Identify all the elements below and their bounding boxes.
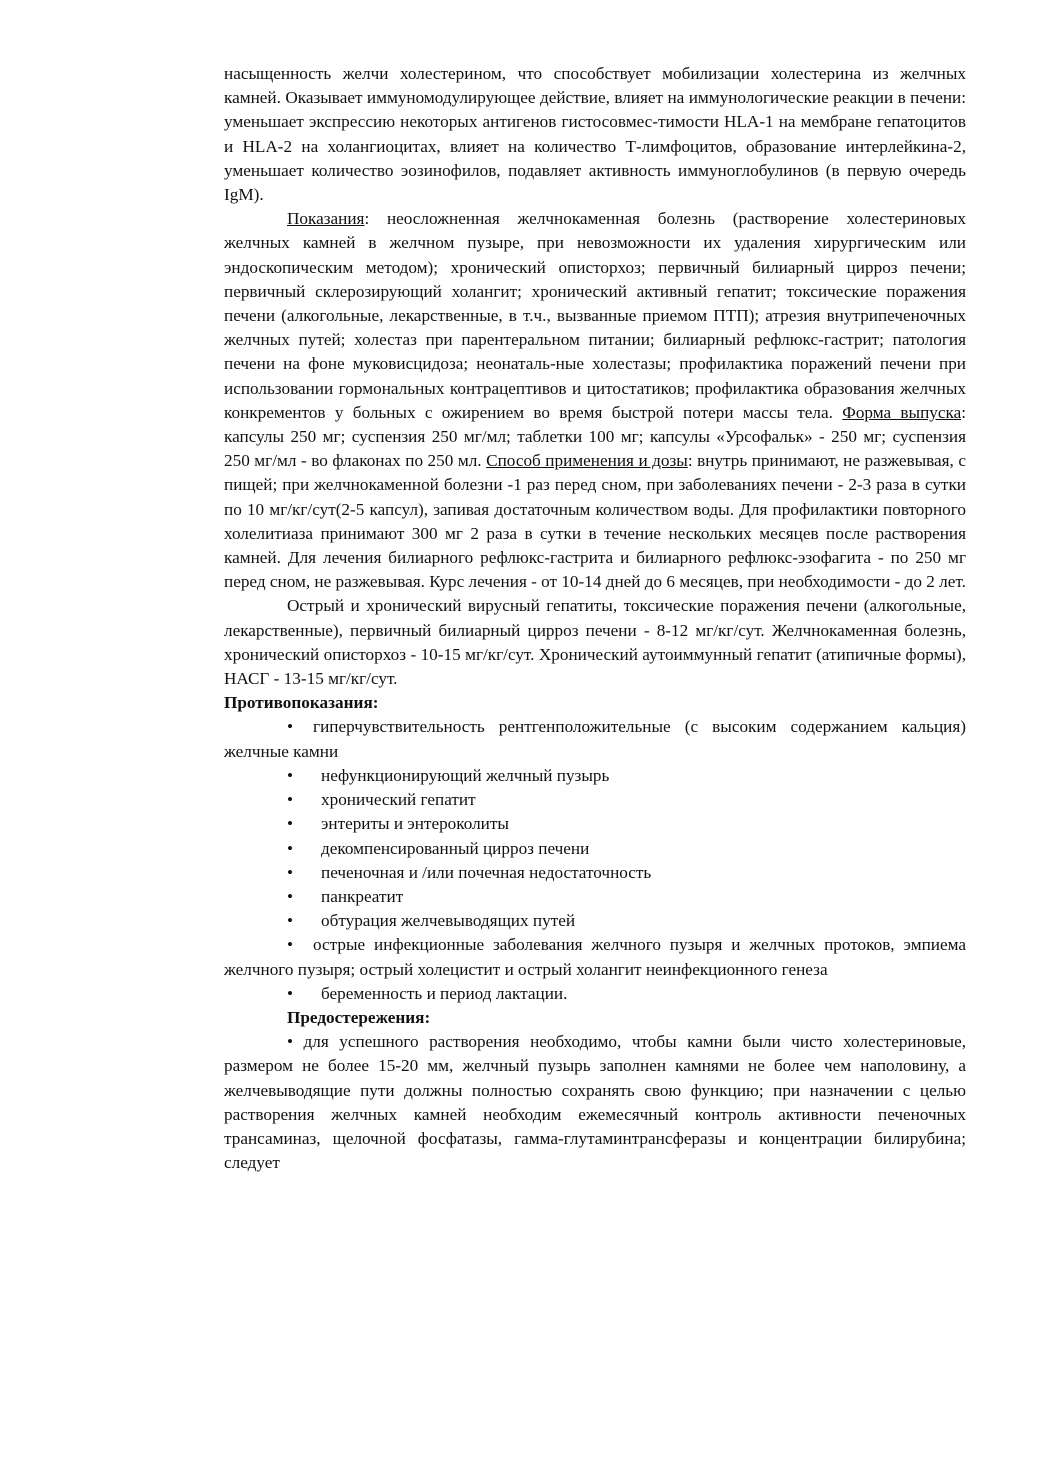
- dosing-paragraph: Острый и хронический вирусный гепатиты, токсические поражения печени (алкогольные, лекарственные), первичный билиарный цирроз печени - 8-12 мг/кг/сут. Желчнокаменная болезнь, хронический описторхоз - 10-15 мг/кг/сут. Хронический аутоиммунный гепатит (атипичные формы), НАСГ - 13-15 мг/кг/сут.: [224, 596, 966, 689]
- indications-text: : неосложненная желчнокаменная болезнь (растворение холестериновых желчных камней в желчном пузыре, при невозможности их удаления хирургическим или эндоскопическим методом); хронический описторхоз; первичный билиарный цирроз печени; первичный склерозирующий холангит; хронический активный гепатит; токсические поражения печени (алкогольные, лекарственные, в т.ч., вызванные приемом ПТП); атрезия внутрипеченочных желчных путей; холестаз при парентеральном питании; билиарный рефлюкс-гастрит; патология печени на фоне муковисцидоза; неонаталь-ные холестазы; профилактика поражений печени при использовании гормональных контрацептивов и цитостатиков; профилактика образования желчных конкрементов у больных с ожирением во время быстрой потери массы тела.: [224, 209, 966, 422]
- bullet-icon: •: [287, 911, 294, 931]
- bullet-icon: •: [287, 886, 294, 906]
- contraindications-heading: Противопоказания:: [224, 693, 379, 713]
- bullet-icon: •: [287, 717, 294, 737]
- contraindication-item: • печеночная и /или почечная недостаточность: [224, 861, 966, 885]
- contraindication-item-last: • беременность и период лактации.: [224, 982, 966, 1006]
- dose-text: : внутрь принимают, не разжевывая, с пищей; при желчнокаменной болезни -1 раз перед сном, при заболеваниях печени - 2-3 раза в сутки по 10 мг/кг/сут(2-5 капсул), запивая достаточным количеством воды. Для профилактики повторного холелитиаза принимают 300 мг 2 раза в сутки в течение нескольких месяцев после растворения камней. Для лечения билиарного рефлюкс-гастрита и билиарного рефлюкс-эзофагита - по 250 мг перед сном, не разжевывая. Курс лечения - от 10-14 дней до 6 месяцев, при необходимости - до 2 лет.: [224, 451, 967, 592]
- contraindication-item-first: [224, 715, 966, 763]
- bullet-icon: •: [287, 862, 294, 882]
- contraindication-item: • декомпенсированный цирроз печени: [224, 837, 966, 861]
- indications-paragraph: [224, 207, 966, 594]
- contraindication-item: • панкреатит: [224, 885, 966, 909]
- bullet-icon: •: [287, 814, 294, 834]
- indications-label: Показания: [287, 209, 365, 229]
- bullet-icon: •: [287, 765, 294, 785]
- document-page: [224, 62, 966, 1175]
- intro-paragraph: насыщенность желчи холестерином, что способствует мобилизации холестерина из желчных камней. Оказывает иммуномодулирующее действие, влияет на иммунологические реакции в печени: уменьшает экспрессию некоторых антигенов гистосовмес-тимости HLA-1 на мембране гепатоцитов и HLA-2 на холангиоцитах, влияет на количество Т-лимфоцитов, образование интерлейкина-2, уменьшает количество эозинофилов, подавляет активность иммуноглобулинов (в первую очередь IgM).: [224, 64, 966, 205]
- form-label: Форма выпуска: [842, 402, 962, 422]
- bullet-icon: •: [287, 935, 294, 955]
- contraindication-text: гиперчувствительность рентгенположительные (с высоким содержанием кальция) желчные камни: [224, 717, 966, 761]
- contraindication-item: • хронический гепатит: [224, 788, 966, 812]
- contraindication-item: • энтериты и энтероколиты: [224, 812, 966, 836]
- precautions-paragraph: • для успешного растворения необходимо, чтобы камни были чисто холестериновые, размером не более 15-20 мм, желчный пузырь заполнен камнями не более чем наполовину, а желчевыводящие пути должны полностью сохранять свою функцию; при назначении с целью растворения желчных камней необходим ежемесячный контроль активности печеночных трансаминаз, щелочной фосфатазы, гамма-глутаминтрансферазы и концентрации билирубина; следует: [224, 1032, 966, 1173]
- bullet-icon: •: [287, 983, 294, 1003]
- bullet-icon: •: [287, 790, 294, 810]
- dose-label: Способ применения и дозы: [486, 451, 688, 471]
- bullet-icon: •: [287, 838, 294, 858]
- contraindication-item: • обтурация желчевыводящих путей: [224, 909, 966, 933]
- contraindication-item: • нефункционирующий желчный пузырь: [224, 764, 966, 788]
- contraindications-list: [224, 764, 966, 933]
- contraindication-item-long: • острые инфекционные заболевания желчного пузыря и желчных протоков, эмпиема желчного пузыря; острый холецистит и острый холангит неинфекционного генеза: [224, 935, 966, 979]
- precautions-heading: Предостережения:: [287, 1007, 431, 1027]
- form-text: : капсулы 250 мг; суспензия 250 мг/мл; таблетки 100 мг; капсулы «Урсофальк» - 250 мг; суспензия 250 мг/мл - во флаконах по 250 мл.: [224, 402, 966, 471]
